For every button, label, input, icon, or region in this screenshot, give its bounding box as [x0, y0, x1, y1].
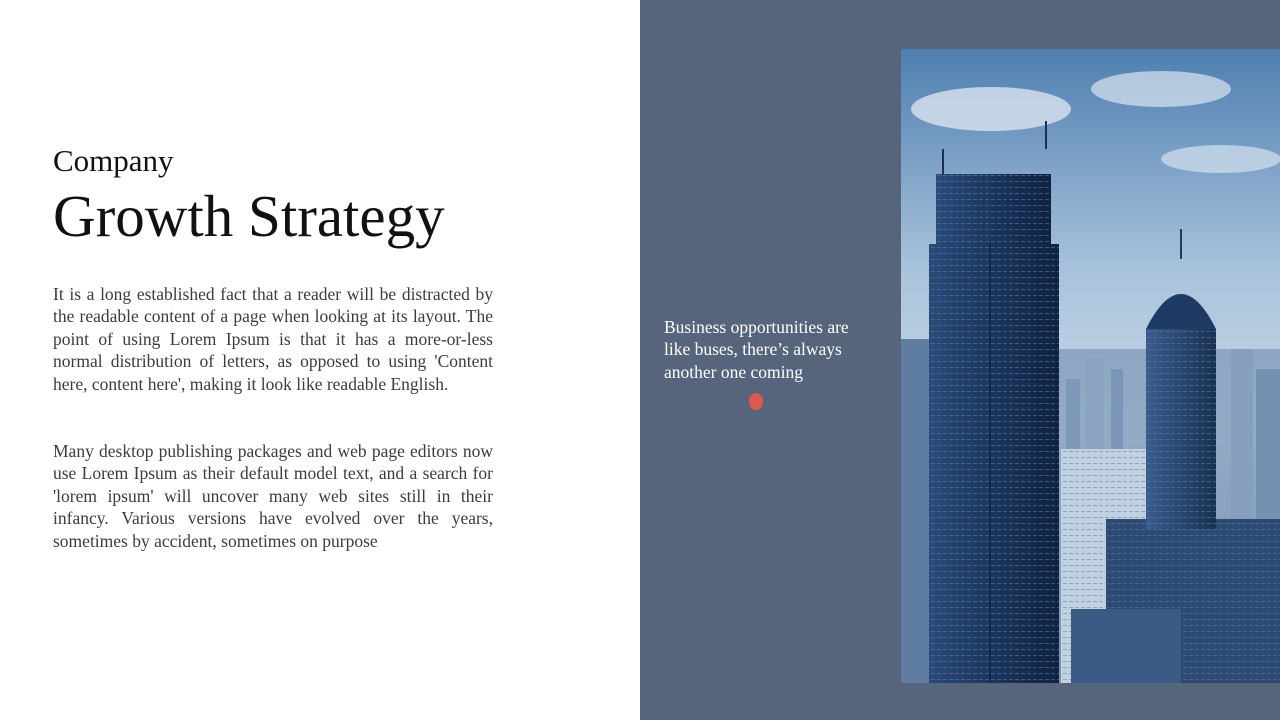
body-paragraph-1: It is a long established fact that a reader will be distracted by the readable content of a page when looking at its layout. The point of using Lorem Ipsum is that it has a more-or-less normal distribution of letters, as opposed to using 'Content here, content here', making it look like readable English.	[53, 284, 493, 394]
body-paragraph-2: Many desktop publishing packages and web page editors now use Lorem Ipsum as their default model text, and a search for 'lorem ipsum' will uncover many web sites still in their infancy. Various versions have evolved over the years, sometimes by accident, sometimes on purpose	[53, 441, 493, 551]
skyline-illustration-icon	[901, 49, 1280, 683]
quote-text: Business opportunities are like buses, there’s always another one coming	[664, 317, 849, 382]
slide-title: Growth Strategy	[53, 183, 445, 249]
slide-subtitle: Company	[53, 143, 174, 178]
city-skyscrapers-photo	[901, 49, 1280, 683]
accent-dot-icon	[749, 393, 763, 410]
